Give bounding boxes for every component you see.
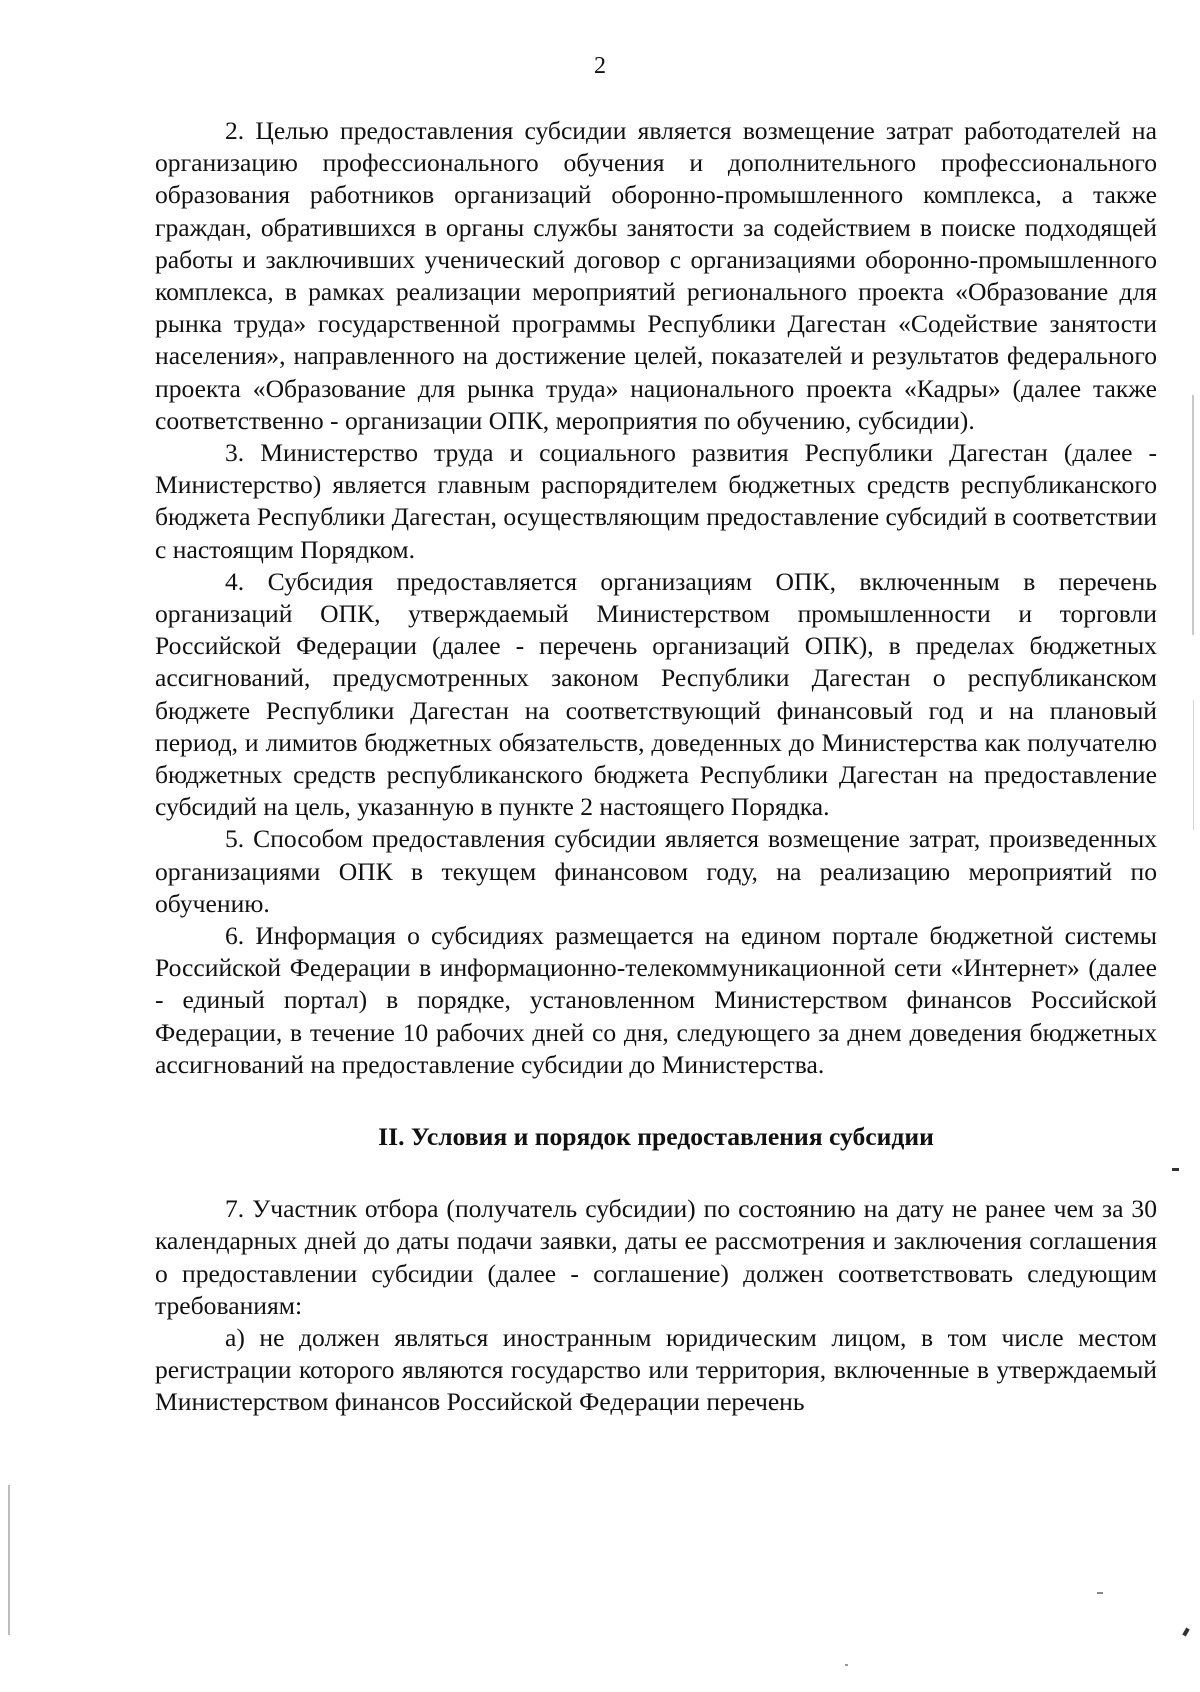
paragraph-2: 2. Целью предоставления субсидии является возмещение затрат работодателей на организацию профессионального обучения и дополнительного профессионального образования работников организаций оборонно-промышленного комплекса, а также граждан, обратившихся в органы службы занятости за содействием в поиске подходящей работы и заключивших ученический договор с организациями оборонно-промышленного комплекса, в рамках реализации мероприятий регионального проекта «Образование для рынка труда» государственной программы Республики Дагестан «Содействие занятости населения», направленного на достижение целей, показателей и результатов федерального проекта «Образование для рынка труда» национального проекта «Кадры» (далее также соответственно - организации ОПК, мероприятия по обучению, субсидии). [155,116,1157,435]
paragraph-6: 6. Информация о субсидиях размещается на едином портале бюджетной системы Российской Федерации в информационно-телекоммуникационной сети «Интернет» (далее - единый портал) в порядке, установленном Министерством финансов Российской Федерации, в течение 10 рабочих дней со дня, следующего за днем доведения бюджетных ассигнований на предоставление субсидии до Министерства. [155,921,1157,1079]
page-number: 2 [594,53,606,79]
document-body [155,115,1157,1419]
paragraph-4: 4. Субсидия предоставляется организациям ОПК, включенным в перечень организаций ОПК, утверждаемый Министерством промышленности и торговли Российской Федерации (далее - перечень организаций ОПК), в пределах бюджетных ассигнований, предусмотренных законом Республики Дагестан о республиканском бюджете Республики Дагестан на соответствующий финансовый год и на плановый период, и лимитов бюджетных обязательств, доведенных до Министерства как получателю бюджетных средств республиканского бюджета Республики Дагестан на предоставление субсидий на цель, указанную в пункте 2 настоящего Порядка. [155,566,1157,822]
paragraph-7: 7. Участник отбора (получатель субсидии) по состоянию на дату не ранее чем за 30 календарных дней до даты подачи заявки, даты ее рассмотрения и заключения соглашения о предоставлении субсидии (далее - соглашение) должен соответствовать следующим требованиям: [155,1194,1157,1320]
section-heading: II. Условия и порядок предоставления субсидии [378,1122,934,1152]
scan-artifact-mark [1172,1168,1179,1171]
paragraph-5: 5. Способом предоставления субсидии является возмещение затрат, произведенных организациями ОПК в текущем финансовом году, на реализацию мероприятий по обучению. [155,824,1157,918]
scan-artifact-mark [1182,1628,1189,1637]
scan-artifact-line [1192,395,1194,635]
paragraph-3: 3. Министерство труда и социального развития Республики Дагестан (далее - Министерство) является главным распорядителем бюджетных средств республиканского бюджета Республики Дагестан, осуществляющим предоставление субсидий в соответствии с настоящим Порядком. [155,438,1157,564]
scan-artifact-dot [1097,1592,1103,1594]
scan-artifact-dot [845,1664,848,1666]
paragraph-7a: а) не должен являться иностранным юридическим лицом, в том числе местом регистрации которого являются государство или территория, включенные в утверждаемый Министерством финансов Российской Федерации перечень [155,1322,1157,1417]
scan-artifact-line [1193,700,1194,830]
scan-artifact-line [8,1485,10,1635]
